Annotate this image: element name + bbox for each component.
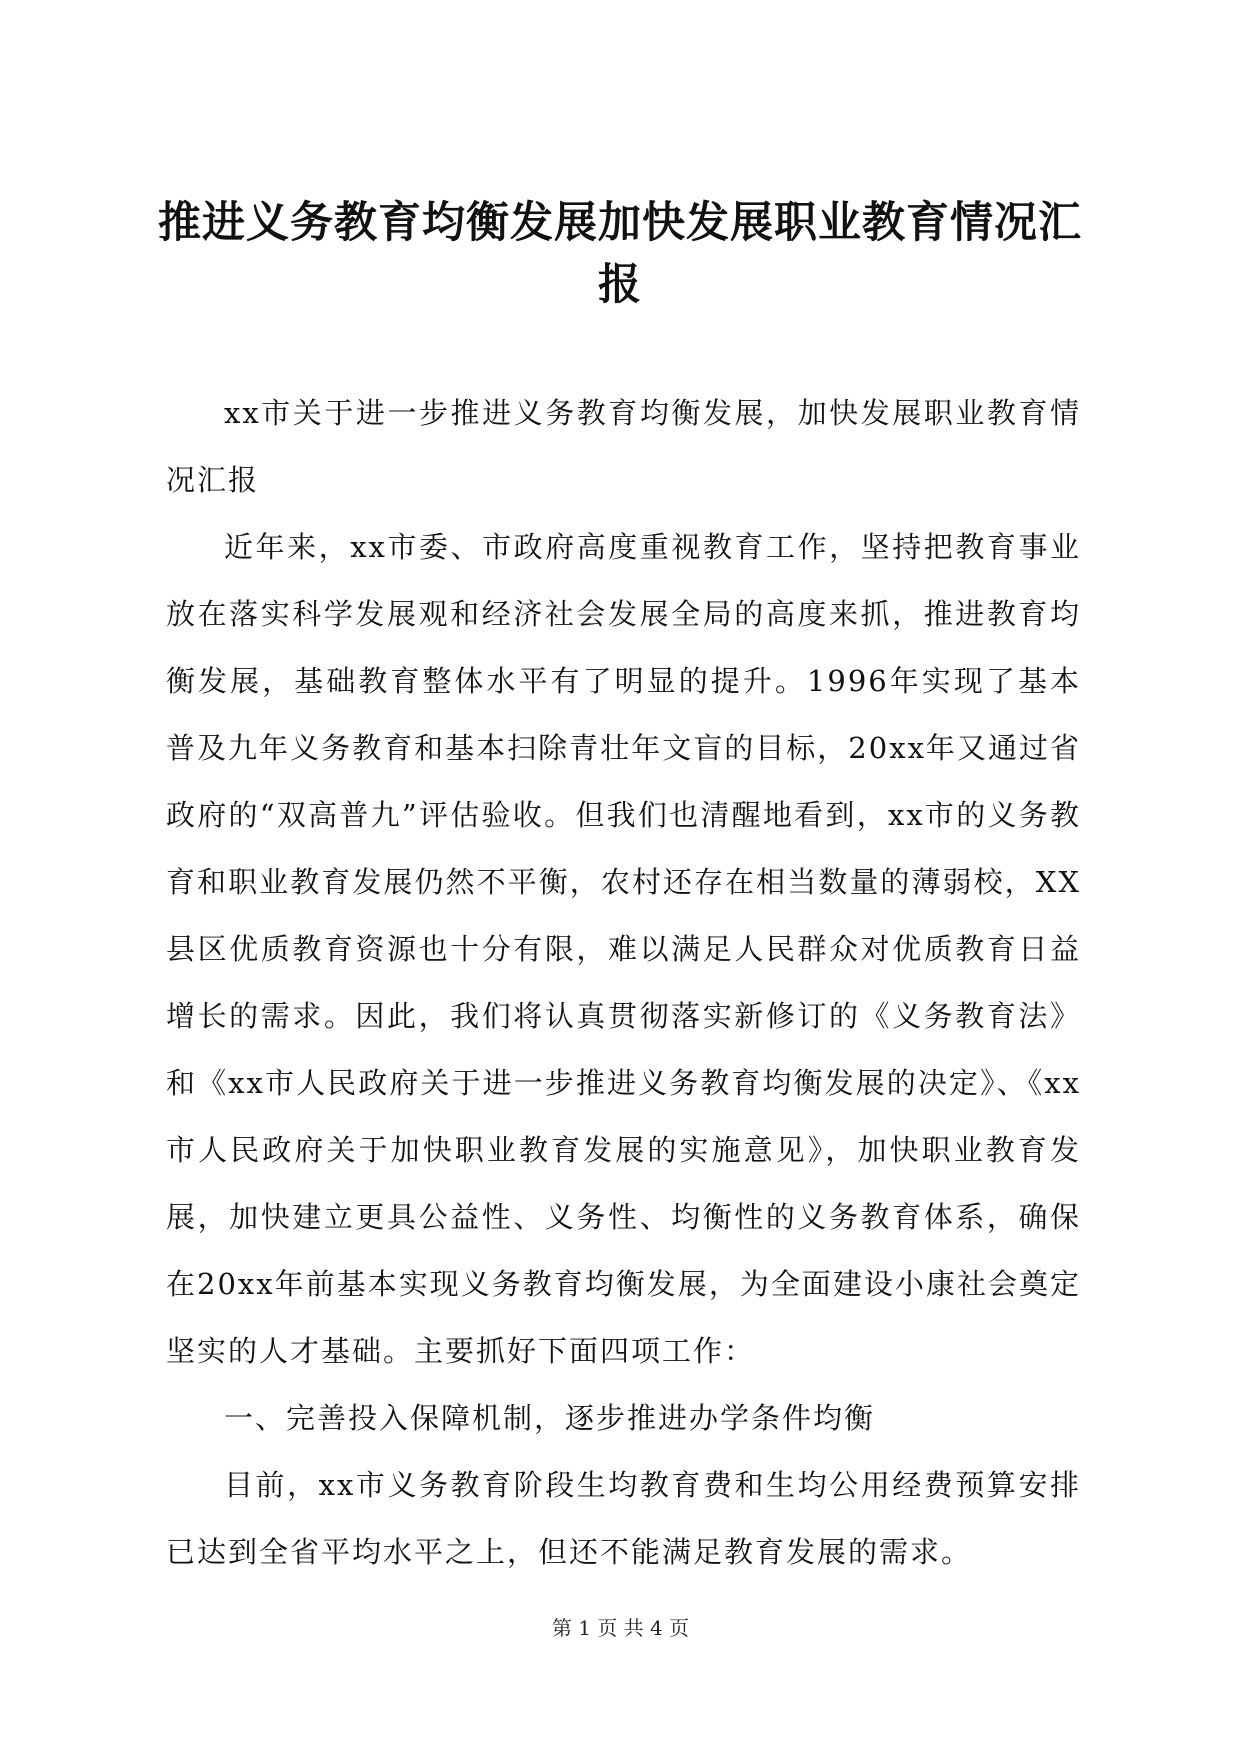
document-body bbox=[166, 380, 1081, 1586]
section-heading-1: 一、完善投入保障机制，逐步推进办学条件均衡 bbox=[224, 1401, 876, 1435]
page-footer: 第 1 页 共 4 页 bbox=[551, 1616, 690, 1640]
paragraph-subtitle: xx市关于进一步推进义务教育均衡发展，加快发展职业教育情况汇报 bbox=[166, 396, 1081, 497]
paragraph-section-1: 目前，xx市义务教育阶段生均教育费和生均公用经费预算安排已达到全省平均水平之上，但还不能满足教育发展的需求。 bbox=[166, 1468, 1081, 1569]
paragraph-intro: 近年来，xx市委、市政府高度重视教育工作，坚持把教育事业放在落实科学发展观和经济社会发展全局的高度来抓，推进教育均衡发展，基础教育整体水平有了明显的提升。1996年实现了基本普及九年义务教育和基本扫除青壮年文盲的目标，20xx年又通过省政府的“双高普九”评估验收。但我们也清醒地看到，xx市的义务教育和职业教育发展仍然不平衡，农村还存在相当数量的薄弱校，XX县区优质教育资源也十分有限，难以满足人民群众对优质教育日益增长的需求。因此，我们将认真贯彻落实新修订的《义务教育法》和《xx市人民政府关于进一步推进义务教育均衡发展的决定》、《xx市人民政府关于加快职业教育发展的实施意见》，加快职业教育发展，加快建立更具公益性、义务性、均衡性的义务教育体系，确保在20xx年前基本实现义务教育均衡发展，为全面建设小康社会奠定坚实的人才基础。主要抓好下面四项工作： bbox=[166, 530, 1081, 1368]
document-title: 推进义务教育均衡发展加快发展职业教育情况汇报 bbox=[158, 198, 1082, 310]
